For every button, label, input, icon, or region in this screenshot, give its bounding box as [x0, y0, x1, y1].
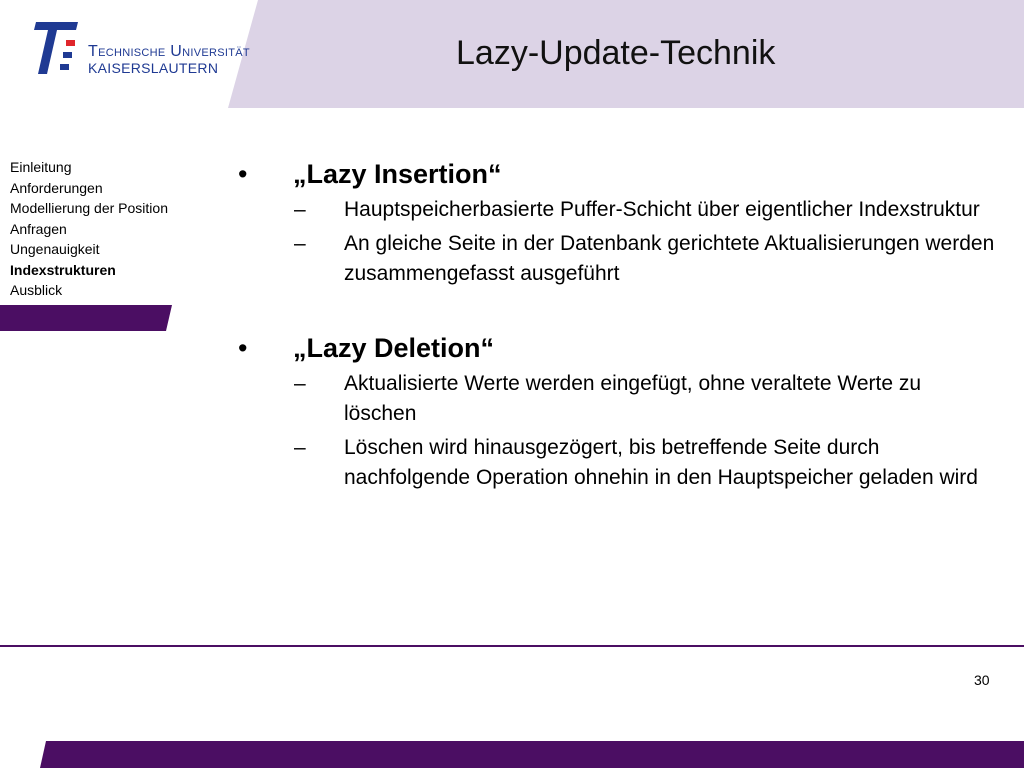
nav-item-indexstrukturen[interactable]: Indexstrukturen — [10, 261, 116, 278]
sub-item-text: Aktualisierte Werte werden eingefügt, ohne veraltete Werte zu löschen — [344, 371, 922, 425]
logo-line-2: KAISERSLAUTERN — [88, 60, 219, 76]
tu-logo-icon — [30, 18, 86, 78]
sub-item-text: Hauptspeicherbasierte Puffer-Schicht über eigentlicher Indexstruktur — [344, 198, 980, 221]
nav-item-anforderungen[interactable]: Anforderungen — [10, 179, 103, 196]
bullet-mark: • — [238, 159, 248, 189]
sub-item — [238, 433, 998, 494]
dash-mark: – — [294, 198, 306, 221]
logo-line-1: Technische Universität — [88, 43, 250, 60]
dash-mark: – — [294, 371, 306, 395]
slide-content — [238, 156, 998, 494]
sub-item — [238, 369, 998, 430]
nav-item-einleitung[interactable]: Einleitung — [10, 159, 72, 175]
bullet-heading: „Lazy Insertion“ — [293, 159, 502, 189]
nav-item-ungenauigkeit[interactable]: Ungenauigkeit — [10, 241, 100, 257]
page-number: 30 — [974, 672, 990, 688]
nav-item-anfragen[interactable]: Anfragen — [10, 220, 67, 237]
bullet-lazy-deletion — [238, 330, 998, 366]
sub-item — [238, 229, 998, 290]
dash-mark: – — [294, 231, 306, 255]
university-logo — [30, 18, 250, 78]
nav-item-modellierung[interactable]: Modellierung der Position — [10, 200, 168, 216]
sub-item-text: Löschen wird hinausgezögert, bis betreffende Seite durch nachfolgende Operation ohnehin in den Hauptspeicher geladen wird — [344, 435, 978, 489]
sub-item — [238, 195, 998, 226]
bullet-mark: • — [238, 332, 248, 363]
bullet-heading: „Lazy Deletion“ — [293, 332, 495, 363]
bullet-lazy-insertion — [238, 156, 998, 192]
slide-title: Lazy-Update-Technik — [456, 34, 776, 72]
dash-mark: – — [294, 435, 306, 459]
nav-accent-bar — [0, 305, 180, 331]
nav-item-ausblick[interactable]: Ausblick — [10, 282, 63, 298]
sub-item-text: An gleiche Seite in der Datenbank gerichtete Aktualisierungen werden zusammengefasst ausgeführt — [344, 231, 995, 285]
footer-divider — [0, 645, 1024, 647]
footer-band — [0, 741, 1024, 768]
agenda-nav — [10, 157, 168, 301]
